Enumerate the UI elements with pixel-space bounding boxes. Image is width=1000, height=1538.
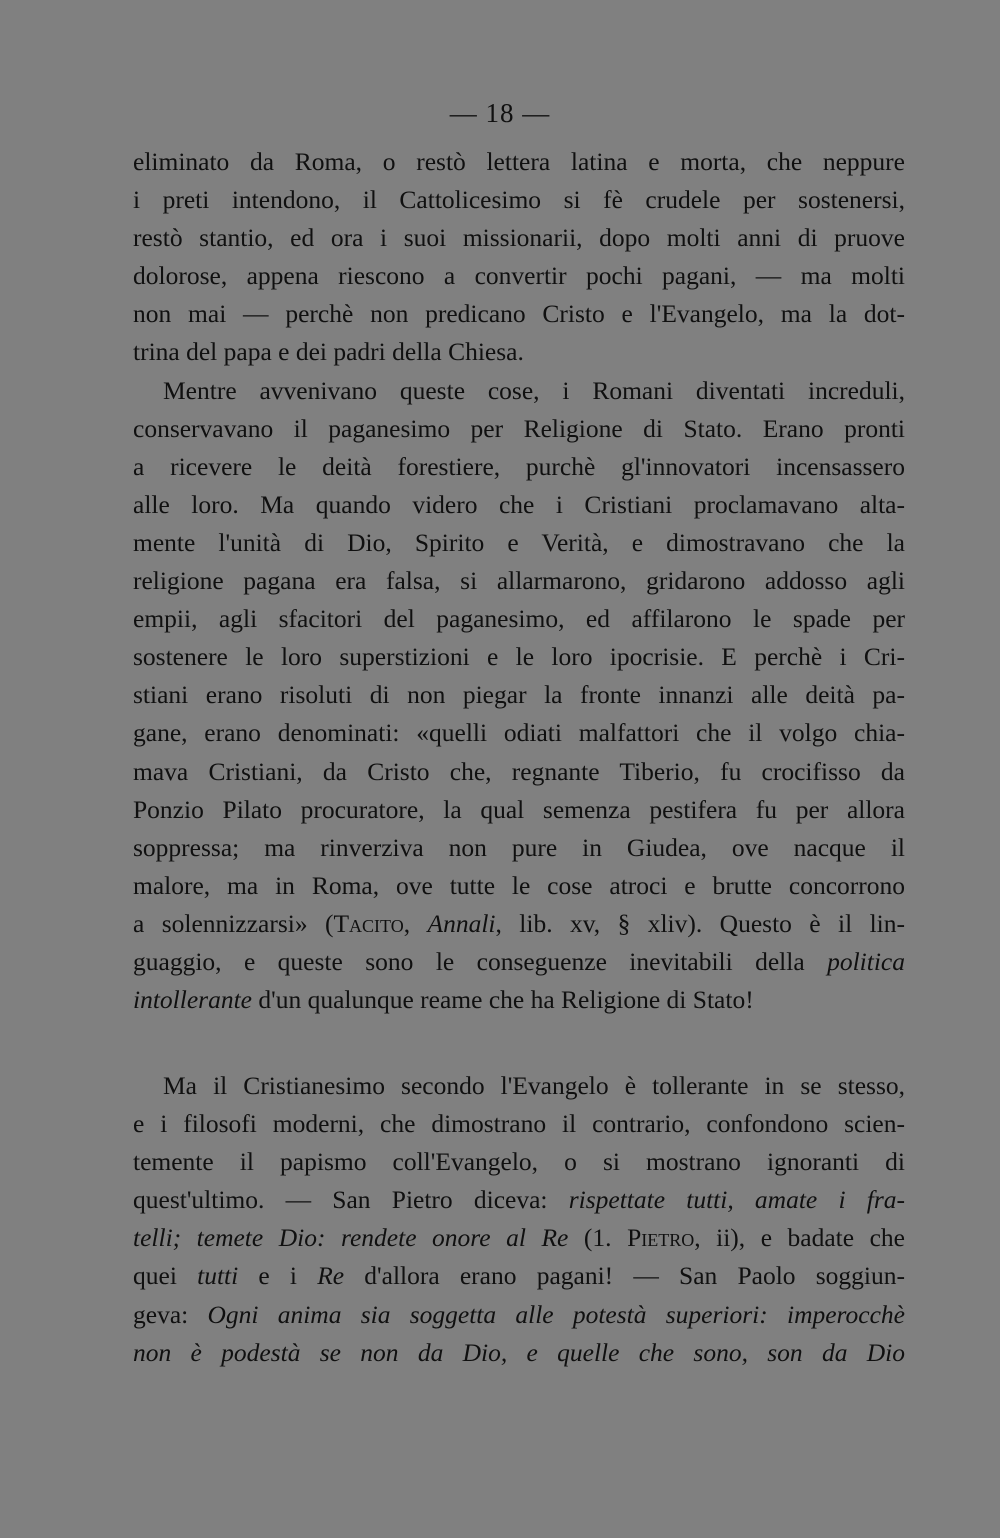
italic-fragment: intollerante [133,985,252,1015]
text-fragment: a solennizzarsi» ( [133,908,334,938]
text-block-top [133,143,905,1019]
text-line [133,1334,905,1372]
text-line [133,1219,905,1257]
text-line: religione pagana era falsa, si allarmarono, gridarono addosso agli [133,566,905,596]
text-line: non mai — perchè non predicano Cristo e l'Evangelo, ma la dot- [133,299,905,329]
text-line: e i filosofi moderni, che dimostrano il contrario, confondono scien- [133,1109,905,1139]
text-line: a ricevere le deità forestiere, purchè gl'innovatori incensassero [133,451,905,481]
text-fragment: , [403,908,428,938]
text-line: conservavano il paganesimo per Religione di Stato. Erano pronti [133,413,905,443]
italic-fragment: politica [827,946,905,976]
text-line [133,1181,905,1219]
italic-fragment: rispettate tutti, amate i fra- [568,1185,905,1215]
text-fragment: , lib. xv, § xliv). Questo è il lin- [495,908,905,938]
text-fragment: , ii), e badate che [694,1223,905,1253]
text-line [133,1257,905,1295]
text-fragment: quest'ultimo. — San Pietro diceva: [133,1185,569,1215]
italic-fragment: telli; temete Dio: rendete onore al Re [133,1223,569,1253]
text-fragment: (1. [568,1223,628,1253]
text-fragment: geva: [133,1299,208,1329]
citation-author: Tacito [333,908,404,938]
italic-fragment: non è podestà se non da Dio, e quelle che sono, son da Dio [133,1337,905,1367]
citation-work: Annali [427,908,496,938]
page-number: — 18 — [449,98,551,128]
text-line: alle loro. Ma quando videro che i Cristiani proclamavano alta- [133,489,905,519]
text-line [133,981,905,1019]
text-line [133,943,905,981]
text-line: malore, ma in Roma, ove tutte le cose atroci e brutte concorrono [133,870,905,900]
text-fragment: quei [133,1261,198,1291]
text-line: restò stantio, ed ora i suoi missionarii, dopo molti anni di pruove [133,223,905,253]
text-fragment: d'allora erano pagani! — San Paolo soggiun- [344,1261,906,1291]
text-line: Ponzio Pilato procuratore, la qual semenza pestifera fu per allora [133,794,905,824]
italic-fragment: tutti [197,1261,239,1291]
text-fragment: guaggio, e queste sono le conseguenze inevitabili della [133,946,828,976]
citation-author: Pietro [627,1223,695,1253]
text-line [133,905,905,943]
text-block-bottom [133,1067,905,1372]
text-line: mava Cristiani, da Cristo che, regnante Tiberio, fu crocifisso da [133,756,905,786]
text-line: soppressa; ma rinverziva non pure in Giudea, ove nacque il [133,832,905,862]
text-line [133,1296,905,1334]
text-fragment: e i [238,1261,318,1291]
text-line: trina del papa e dei padri della Chiesa. [133,337,524,367]
text-line: i preti intendono, il Cattolicesimo si fè crudele per sostenersi, [133,185,905,215]
italic-fragment: Re [317,1261,345,1291]
text-line: sostenere le loro superstizioni e le loro ipocrisie. E perchè i Cri- [133,642,905,672]
text-line: Ma il Cristianesimo secondo l'Evangelo è tollerante in se stesso, [163,1071,905,1100]
text-line: Mentre avvenivano queste cose, i Romani diventati increduli, [163,375,905,405]
text-line: gane, erano denominati: «quelli odiati malfattori che il volgo chia- [133,718,905,748]
text-line: stiani erano risoluti di non piegar la fronte innanzi alle deità pa- [133,680,905,710]
italic-fragment: Ogni anima sia soggetta alle potestà superiori: imperocchè [207,1299,905,1329]
text-fragment: d'un qualunque reame che ha Religione di Stato! [251,985,754,1015]
text-line: eliminato da Roma, o restò lettera latina e morta, che neppure [133,147,905,176]
text-line: dolorose, appena riescono a convertir pochi pagani, — ma molti [133,261,905,291]
text-line: temente il papismo coll'Evangelo, o si mostrano ignoranti di [133,1147,905,1177]
text-line: mente l'unità di Dio, Spirito e Verità, e dimostravano che la [133,527,905,557]
text-line: empii, agli sfacitori del paganesimo, ed affilarono le spade per [133,604,905,634]
